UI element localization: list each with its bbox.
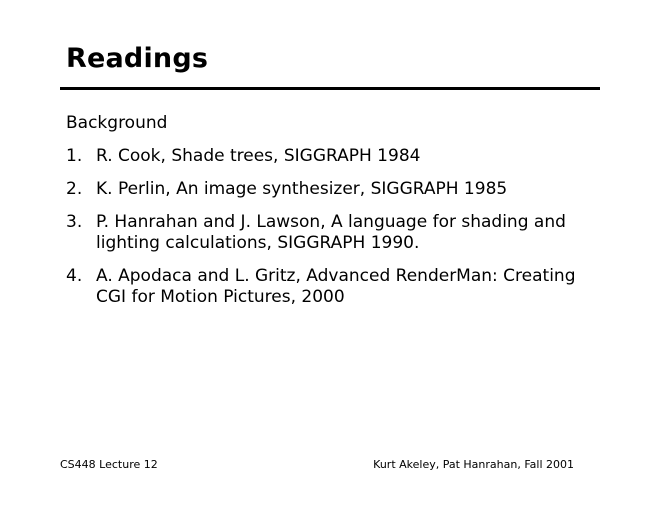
section-heading: Background	[66, 113, 168, 133]
reading-item	[66, 266, 586, 308]
title-divider	[60, 87, 600, 90]
reading-number: 3.	[66, 212, 83, 232]
reading-text: K. Perlin, An image synthesizer, SIGGRAPH 1985	[96, 179, 508, 199]
readings-list	[66, 146, 586, 320]
reading-number: 2.	[66, 179, 83, 199]
reading-text: P. Hanrahan and J. Lawson, A language for shading and lighting calculations, SIGGRAPH 1990.	[96, 212, 566, 253]
reading-number: 1.	[66, 146, 83, 166]
reading-text: A. Apodaca and L. Gritz, Advanced RenderMan: Creating CGI for Motion Pictures, 2000	[96, 266, 576, 307]
footer-authors: Kurt Akeley, Pat Hanrahan, Fall 2001	[373, 458, 574, 471]
reading-number: 4.	[66, 266, 83, 286]
slide-title: Readings	[66, 43, 209, 74]
footer-course-label: CS448 Lecture 12	[60, 458, 158, 471]
reading-item	[66, 179, 586, 200]
reading-text: R. Cook, Shade trees, SIGGRAPH 1984	[96, 146, 421, 166]
reading-item	[66, 212, 586, 254]
reading-item	[66, 146, 586, 167]
